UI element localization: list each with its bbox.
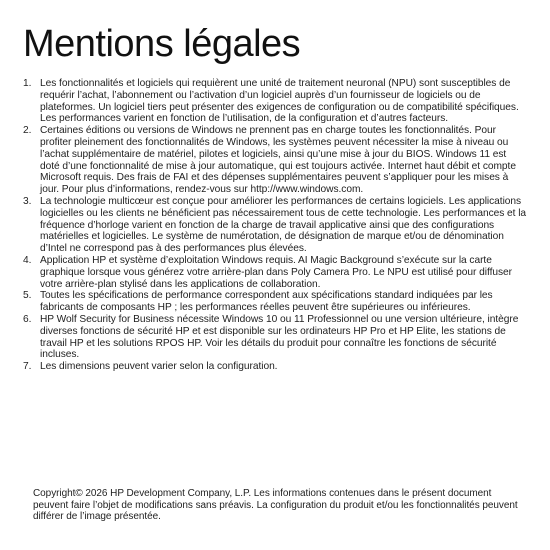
legal-note-5 [23, 290, 528, 314]
note-text: HP Wolf Security for Business nécessite Windows 10 ou 11 Professionnel ou une version ultérieure, intègre diverses fonctions de sécurité HP et est disponible sur les ordinateurs HP Pro et HP Elite, les stations de travail HP et les solutions RPOS HP. Voir les détails du produit pour connaître les fonctions de sécurité incluses. [40, 313, 519, 361]
page-title: Mentions légales [23, 23, 301, 65]
note-number: 3. [23, 195, 32, 207]
note-text: Toutes les spécifications de performance correspondent aux spécifications standard indiquées par les fabricants de composants HP ; les performances réelles peuvent être supérieures ou inférieures. [40, 290, 493, 314]
legal-note-6 [23, 314, 528, 361]
note-number: 2. [23, 125, 32, 137]
legal-note-7 [23, 361, 528, 373]
note-number: 5. [23, 290, 32, 302]
note-number: 6. [23, 313, 32, 325]
note-text: La technologie multicœur est conçue pour améliorer les performances de certains logiciels. Les applications logicielles ou les clients ne bénéficient pas nécessairement tous de cette technologie. Les performances et la fréquence d’horloge varient en fonction de la charge de travail applicative ainsi que des configurations matérielles et logicielles. Le système de numérotation, de désignation de marque et/ou de dénomination d’Intel ne correspond pas à des performances plus élevées. [40, 195, 527, 255]
legal-note-2 [23, 125, 528, 196]
note-text: Les fonctionnalités et logiciels qui requièrent une unité de traitement neuronal (NPU) sont susceptibles de requérir l’achat, l’abonnement ou l’activation d’un logiciel auprès d’un fournisseur de logiciels ou de plateformes. Un logiciel tiers peut présenter des exigences de configuration ou de compatibilité spécifiques. Les performances varient en fonction de l’utilisation, de la configuration et d’autres facteurs. [40, 78, 519, 125]
legal-note-4 [23, 255, 528, 290]
note-text: Les dimensions peuvent varier selon la configuration. [40, 361, 278, 373]
note-text: Application HP et système d’exploitation Windows requis. AI Magic Background s’exécute sur la carte graphique lorsque vous générez votre arrière-plan dans Poly Camera Pro. Le NPU est utilisé pour diffuser votre arrière-plan stylisé dans les applications de collaboration. [40, 254, 512, 290]
legal-note-1 [23, 78, 528, 125]
note-number: 1. [23, 78, 32, 89]
legal-note-3 [23, 196, 528, 255]
note-number: 4. [23, 254, 32, 266]
copyright-notice: Copyright© 2026 HP Development Company, L.P. Les informations contenues dans le présent document peuvent faire l’objet de modifications sans préavis. La configuration du produit et/ou les fonctionnalités peuvent différer de l’image présentée. [33, 488, 518, 523]
note-text: Certaines éditions ou versions de Windows ne prennent pas en charge toutes les fonctionnalités. Pour profiter pleinement des fonctionnalités de Windows, les systèmes peuvent nécessiter la mise à niveau ou l’achat supplémentaire de matériel, pilotes et logiciels, ainsi qu’une mise à jour du BIOS. Windows 11 est doté d’une fonctionnalité de mise à jour automatique, qui est toujours activée. Internet haut débit et compte Microsoft requis. Des frais de FAI et des dépenses supplémentaires peuvent s’appliquer pour les mises à jour. Pour plus d’informations, rendez-vous sur http://www.windows.com. [40, 125, 516, 196]
legal-notes-list [23, 78, 528, 373]
note-number: 7. [23, 361, 32, 373]
